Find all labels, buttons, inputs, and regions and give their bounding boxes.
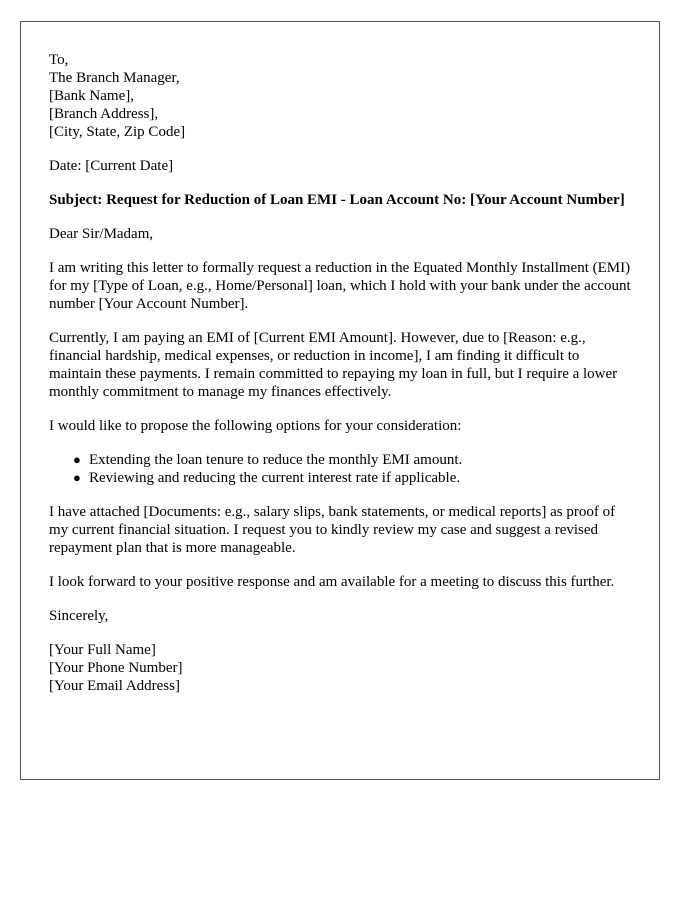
list-item-text: Extending the loan tenure to reduce the monthly EMI amount. xyxy=(89,452,463,468)
signature-line: [Your Email Address] xyxy=(49,678,180,694)
signature-line: [Your Full Name] xyxy=(49,642,156,658)
body-paragraph-4: I have attached [Documents: e.g., salary slips, bank statements, or medical reports] as proof of my current financial situation. I request you to kindly review my case and suggest a revised repayment plan that is more manageable. xyxy=(49,504,616,556)
recipient-line: [Branch Address], xyxy=(49,106,159,122)
list-item-text: Reviewing and reducing the current interest rate if applicable. xyxy=(89,470,461,486)
bullet-icon: ● xyxy=(73,470,81,485)
recipient-address xyxy=(49,51,631,141)
signature-block xyxy=(49,641,631,695)
options-list xyxy=(49,451,631,487)
salutation: Dear Sir/Madam, xyxy=(49,226,154,242)
list-item xyxy=(73,451,631,469)
recipient-line: To, xyxy=(49,52,69,68)
list-item xyxy=(73,469,631,487)
letter-page xyxy=(20,21,660,780)
bullet-icon: ● xyxy=(73,452,81,467)
recipient-line: The Branch Manager, xyxy=(49,70,180,86)
recipient-line: [Bank Name], xyxy=(49,88,134,104)
signature-line: [Your Phone Number] xyxy=(49,660,183,676)
body-paragraph-2: Currently, I am paying an EMI of [Current EMI Amount]. However, due to [Reason: e.g., financial hardship, medical expenses, or reduction in income], I am finding it difficult to maintain these payments. I remain committed to repaying my loan in full, but I require a lower monthly commitment to manage my finances effectively. xyxy=(49,330,618,400)
body-paragraph-1: I am writing this letter to formally request a reduction in the Equated Monthly Installment (EMI) for my [Type of Loan, e.g., Home/Personal] loan, which I hold with your bank under the account number [Your Account Number]. xyxy=(49,260,631,312)
body-paragraph-5: I look forward to your positive response and am available for a meeting to discuss this further. xyxy=(49,574,615,590)
body-paragraph-3: I would like to propose the following options for your consideration: xyxy=(49,418,462,434)
letter-date: Date: [Current Date] xyxy=(49,158,174,174)
letter-subject: Subject: Request for Reduction of Loan EMI - Loan Account No: [Your Account Number] xyxy=(49,192,625,208)
recipient-line: [City, State, Zip Code] xyxy=(49,124,186,140)
closing: Sincerely, xyxy=(49,608,109,624)
